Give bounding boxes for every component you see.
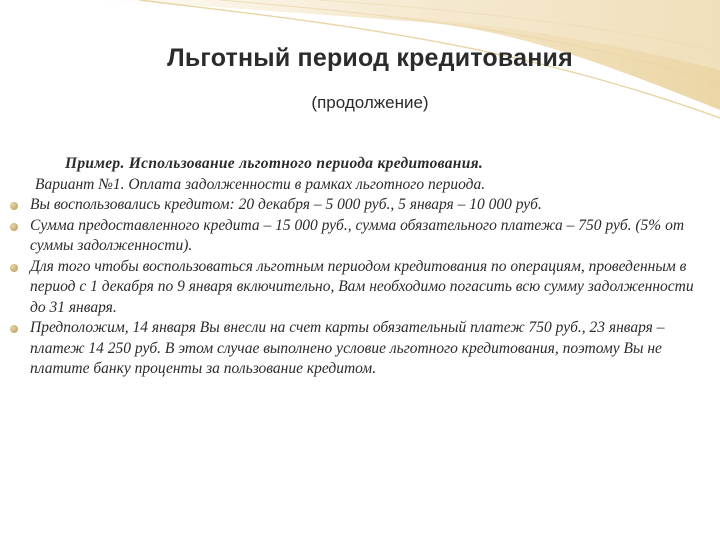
slide-title: Льготный период кредитования: [167, 44, 573, 72]
slide-body: [10, 154, 710, 380]
list-item-text: Вы воспользовались кредитом: 20 декабря – 5 000 руб., 5 января – 10 000 руб.: [30, 196, 542, 213]
variant-line: Вариант №1. Оплата задолженности в рамках льготного периода.: [35, 175, 486, 193]
list-item-text: Предположим, 14 января Вы внесли на счет карты обязательный платеж 750 руб., 23 января – платеж 14 250 руб. В этом случае выполнено условие льготного кредитования, поэтому Вы не платите банку проценты за пользование кредитом.: [30, 319, 665, 377]
list-item-text: Сумма предоставленного кредита – 15 000 руб., сумма обязательного платежа – 750 руб. (5% от суммы задолженности).: [30, 216, 685, 254]
bullet-icon: [10, 202, 18, 210]
example-heading: Пример. Использование льготного периода кредитования.: [65, 155, 484, 172]
list-item-text: Для того чтобы воспользоваться льготным периодом кредитования по операциям, проведенным в период с 1 декабря по 9 января включительно, Вам необходимо погасить всю сумму задолженности до 31 января.: [30, 257, 694, 316]
list-item: [10, 216, 710, 257]
slide-subtitle: (продолжение): [311, 93, 429, 112]
list-item: [10, 257, 710, 319]
bullet-icon: [10, 325, 18, 333]
bullet-icon: [10, 264, 18, 272]
list-item: [10, 195, 710, 216]
bullet-icon: [10, 223, 18, 231]
list-item: [10, 318, 710, 380]
